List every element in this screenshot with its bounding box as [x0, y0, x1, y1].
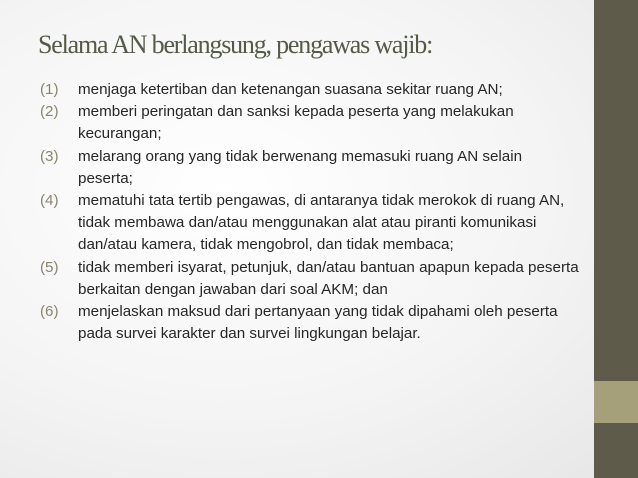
- list-item-text: mematuhi tata tertib pengawas, di antaranya tidak merokok di ruang AN, tidak membawa dan/atau menggunakan alat atau piranti komunikasi dan/atau kamera, tidak mengobrol, dan tidak membaca;: [78, 192, 565, 254]
- side-accent-bar: [594, 0, 638, 478]
- list-item-number: (3): [40, 147, 59, 165]
- list-item-number: (6): [40, 303, 59, 321]
- list-item: [40, 101, 580, 145]
- list-item-number: (2): [40, 103, 59, 121]
- list-item-text: memberi peringatan dan sanksi kepada peserta yang melakukan kecurangan;: [78, 103, 514, 143]
- list-item-text: menjaga ketertiban dan ketenangan suasana sekitar ruang AN;: [78, 81, 503, 98]
- side-accent-band-bottom: [594, 423, 638, 478]
- list-item: [40, 257, 580, 301]
- list-item-text: menjelaskan maksud dari pertanyaan yang tidak dipahami oleh peserta pada survei karakter dan survei lingkungan belajar.: [78, 303, 558, 343]
- list-item: [40, 190, 580, 257]
- list-item-number: (5): [40, 258, 59, 276]
- numbered-list: [40, 79, 580, 345]
- list-item-text: melarang orang yang tidak berwenang memasuki ruang AN selain peserta;: [78, 147, 523, 187]
- side-accent-band-top: [594, 0, 638, 381]
- list-item: [40, 146, 580, 190]
- list-item-text: tidak memberi isyarat, petunjuk, dan/atau bantuan apapun kepada peserta berkaitan dengan jawaban dari soal AKM; dan: [78, 258, 579, 298]
- list-item-number: (1): [40, 81, 59, 98]
- list-item-number: (4): [40, 192, 59, 210]
- list-item: [40, 301, 580, 345]
- slide-title: Selama AN berlangsung, pengawas wajib:: [38, 30, 433, 59]
- list-item: [40, 79, 580, 101]
- side-accent-band-highlight: [594, 381, 638, 423]
